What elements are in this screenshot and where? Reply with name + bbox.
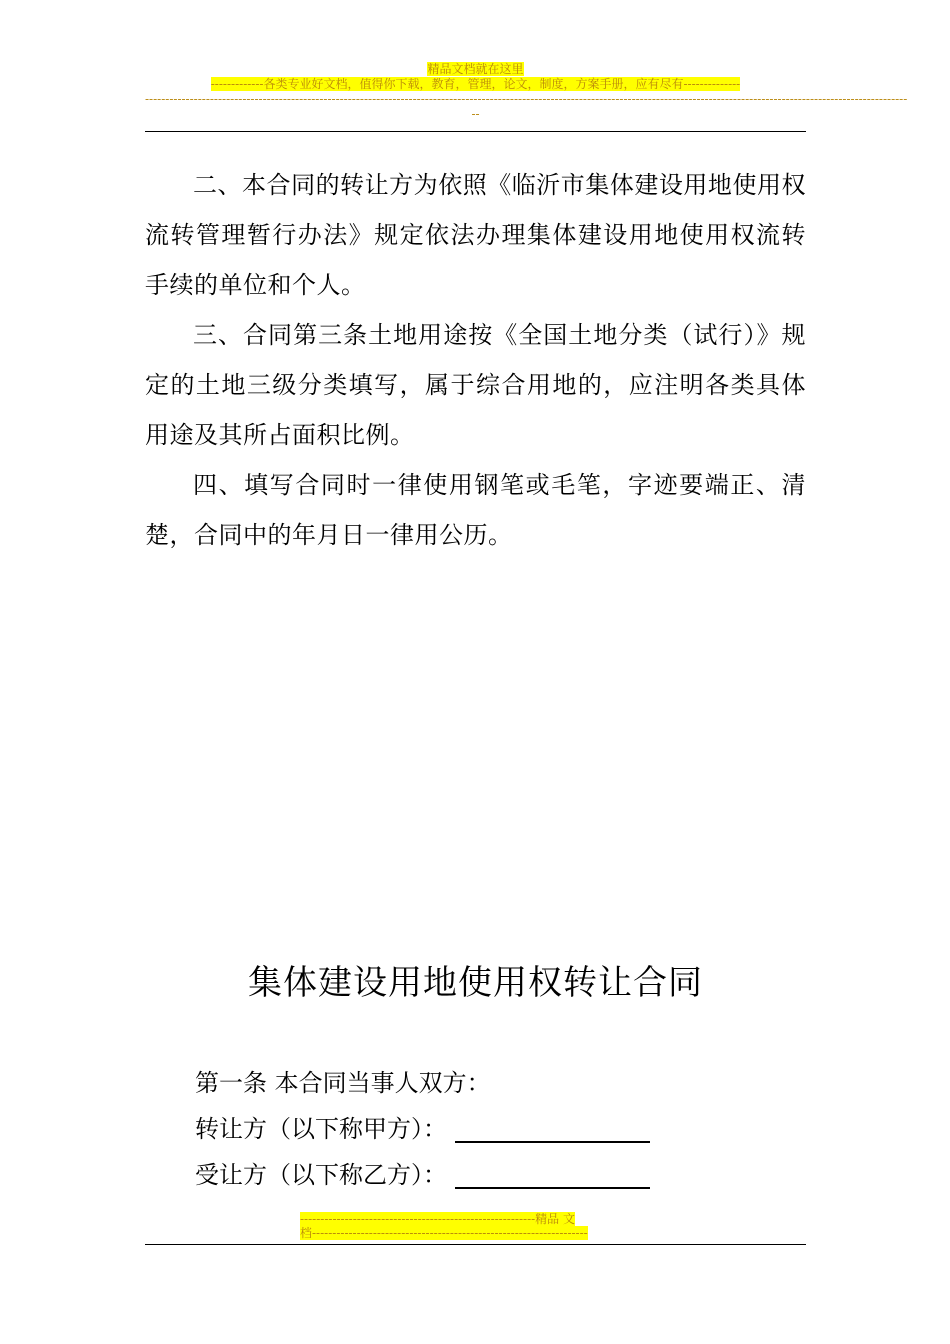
party-b-label: 受让方（以下称乙方）： (195, 1161, 447, 1189)
paragraph-4: 四、填写合同时一律使用钢笔或毛笔，字迹要端正、清楚，合同中的年月日一律用公历。 (145, 471, 806, 549)
page-footer (300, 1212, 650, 1240)
header-dash-line: -------------------------------------------------------------------------------------------------------------------------------------------------------------------------------------------- (145, 92, 908, 106)
article-1: 第一条 本合同当事人双方： (195, 1069, 491, 1097)
contract-parties (195, 1060, 755, 1198)
footer-rule (145, 1244, 806, 1245)
footer-line-1 (300, 1212, 650, 1226)
header-tagline-line (145, 77, 806, 92)
party-a-label: 转让方（以下称甲方）： (195, 1115, 447, 1143)
party-b-blank[interactable] (455, 1157, 650, 1189)
paragraph-2: 二、本合同的转让方为依照《临沂市集体建设用地使用权流转管理暂行办法》规定依法办理集体建设用地使用权流转手续的单位和个人。 (145, 171, 806, 299)
footer-line-2 (300, 1226, 650, 1240)
party-b-row (195, 1152, 755, 1198)
page-header (145, 62, 908, 121)
party-a-blank[interactable] (455, 1111, 650, 1143)
footer-text-1: ----------------------------------------------------------精品 文 (300, 1212, 575, 1226)
paragraph-3: 三、合同第三条土地用途按《全国土地分类（试行）》规定的土地三级分类填写，属于综合用地的，应注明各类具体用途及其所占面积比例。 (145, 321, 806, 449)
contract-title: 集体建设用地使用权转让合同 (248, 963, 703, 1003)
header-dash-tail: -- (471, 107, 480, 121)
header-title: 精品文档就在这里 (427, 62, 524, 76)
party-a-row (195, 1106, 755, 1152)
header-tagline: -------------各类专业好文档，值得你下载，教育，管理，论文，制度，方案手册，应有尽有-------------- (210, 77, 741, 91)
body-content (145, 160, 806, 560)
header-title-line (145, 62, 806, 77)
footer-text-2: 档-------------------------------------------------------------------- (300, 1226, 588, 1240)
header-rule (145, 131, 806, 132)
